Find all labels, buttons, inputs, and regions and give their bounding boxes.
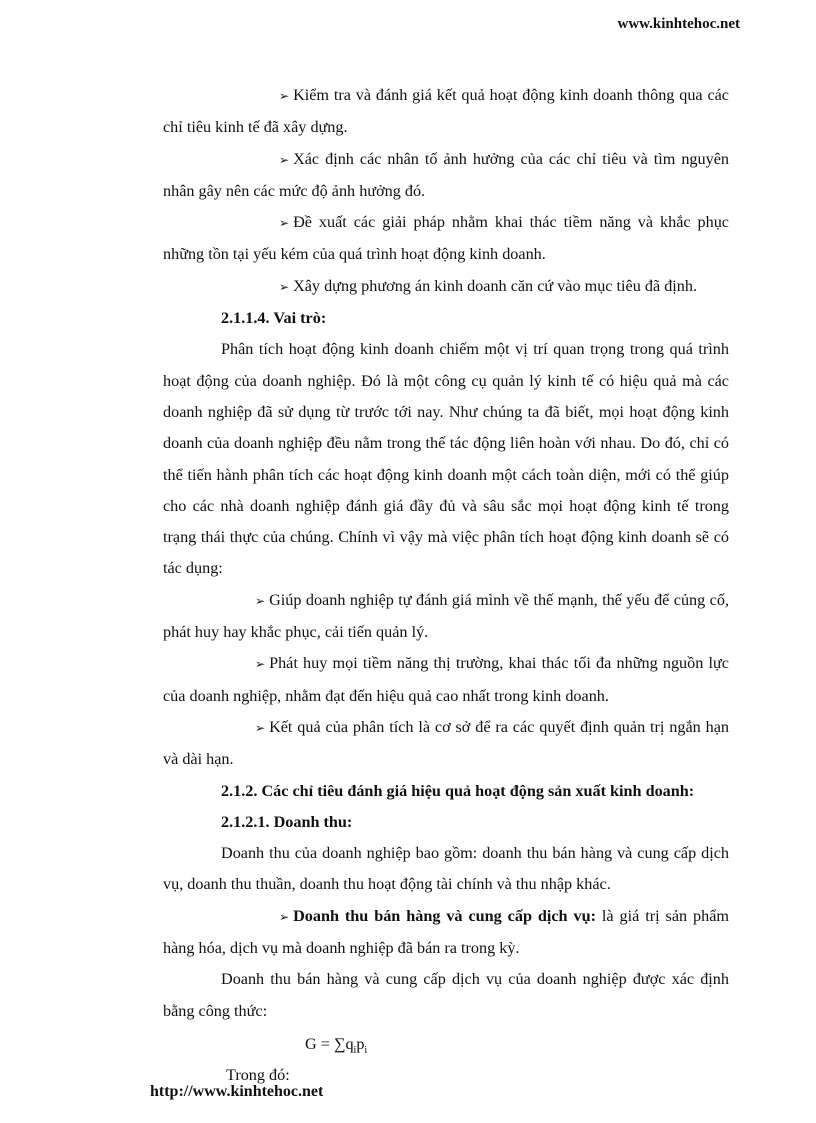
arrow-bullet-icon: ➢ bbox=[279, 152, 290, 167]
bullet-paragraph: ➢ Xác định các nhân tố ảnh hưởng của các chỉ tiêu và tìm nguyên nhân gây nên các mức độ ảnh hưởng đó. bbox=[163, 144, 729, 208]
bullet-paragraph: ➢ Phát huy mọi tiềm năng thị trường, khai thác tối đa những nguồn lực của doanh nghiệp, nhằm đạt đến hiệu quả cao nhất trong kinh doanh. bbox=[163, 648, 729, 712]
page-content bbox=[163, 80, 729, 1066]
bullet-paragraph: ➢ Đề xuất các giải pháp nhằm khai thác tiềm năng và khắc phục những tồn tại yếu kém của quá trình hoạt động kinh doanh. bbox=[163, 207, 729, 271]
trong-do-label: Trong đó: bbox=[226, 1066, 290, 1084]
arrow-bullet-icon: ➢ bbox=[255, 720, 266, 735]
subsection-heading: 2.1.2.1. Doanh thu: bbox=[221, 812, 353, 831]
bullet-paragraph: ➢ Kết quả của phân tích là cơ sở để ra các quyết định quản trị ngắn hạn và dài hạn. bbox=[163, 712, 729, 776]
footer-url: http://www.kinhtehoc.net bbox=[150, 1083, 324, 1100]
arrow-bullet-icon: ➢ bbox=[255, 593, 266, 608]
arrow-bullet-icon: ➢ bbox=[279, 909, 290, 924]
section-heading: 2.1.2. Các chỉ tiêu đánh giá hiệu quả hoạt động sản xuất kinh doanh: bbox=[221, 781, 695, 800]
arrow-bullet-icon: ➢ bbox=[255, 657, 266, 672]
bullet-paragraph: ➢ Doanh thu bán hàng và cung cấp dịch vụ: là giá trị sản phẩm hàng hóa, dịch vụ mà doanh nghiệp đã bán ra trong kỳ. bbox=[163, 901, 729, 965]
header-url: www.kinhtehoc.net bbox=[617, 16, 740, 32]
arrow-bullet-icon: ➢ bbox=[279, 216, 290, 231]
arrow-bullet-icon: ➢ bbox=[279, 279, 290, 294]
paragraph: Phân tích hoạt động kinh doanh chiếm một vị trí quan trọng trong quá trình hoạt động của doanh nghiệp. Đó là một công cụ quản lý kinh tế có hiệu quả mà các doanh nghiệp đã sử dụng từ trước tới nay. Như chúng ta đã biết, mọi hoạt động kinh doanh của doanh nghiệp đều nằm trong thế tác động liên hoàn với nhau. Do đó, chỉ có thể tiến hành phân tích các hoạt động kinh doanh một cách toàn diện, mới có thể giúp cho các nhà doanh nghiệp đánh giá đầy đủ và sâu sắc mọi hoạt động kinh tế trong trạng thái thực của chúng. Chính vì vậy mà việc phân tích hoạt động kinh doanh sẽ có tác dụng: bbox=[163, 340, 729, 578]
formula: $G = \sum q_ip_i$ bbox=[305, 1034, 368, 1057]
section-heading: 2.1.1.4. Vai trò: bbox=[221, 309, 327, 328]
bullet-paragraph: ➢ Giúp doanh nghiệp tự đánh giá mình về thế mạnh, thế yếu để củng cố, phát huy hay khắc phục, cải tiến quản lý. bbox=[163, 585, 729, 649]
paragraph: Doanh thu bán hàng và cung cấp dịch vụ của doanh nghiệp được xác định bằng công thức: bbox=[163, 970, 729, 1020]
bullet-paragraph: ➢ Xây dựng phương án kinh doanh căn cứ vào mục tiêu đã định. bbox=[163, 271, 729, 303]
bullet-paragraph: ➢ Kiểm tra và đánh giá kết quả hoạt động kinh doanh thông qua các chỉ tiêu kinh tế đã xây dựng. bbox=[163, 80, 729, 144]
arrow-bullet-icon: ➢ bbox=[279, 89, 290, 103]
paragraph: Doanh thu của doanh nghiệp bao gồm: doanh thu bán hàng và cung cấp dịch vụ, doanh thu thuần, doanh thu hoạt động tài chính và thu nhập khác. bbox=[163, 844, 729, 894]
